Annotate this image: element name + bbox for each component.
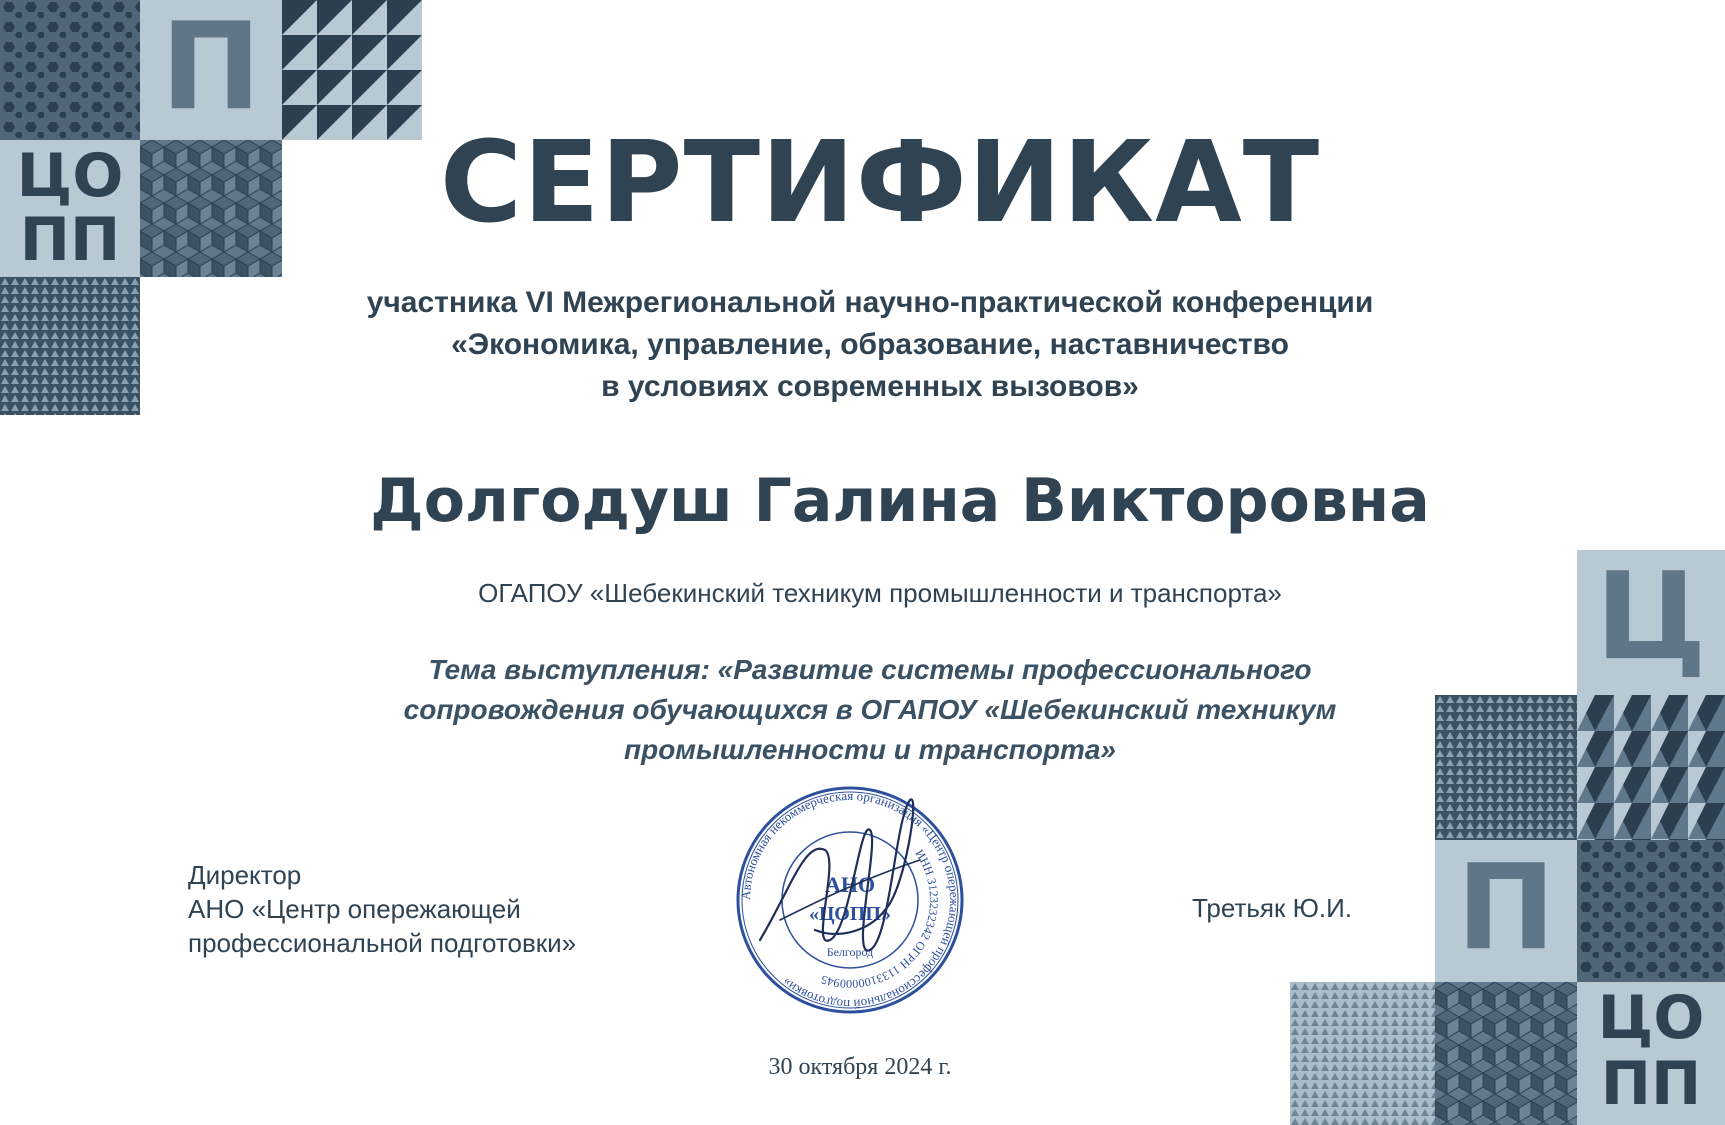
organization-stamp <box>720 780 980 1020</box>
decor-tile-letter-p-2 <box>1435 840 1577 982</box>
small-triangle-pattern-icon <box>0 277 140 415</box>
decor-tile-logo-2 <box>1577 982 1725 1125</box>
recipient-organization: ОГАПОУ «Шебекинский техникум промышленности и транспорта» <box>478 578 1282 608</box>
stamp-icon <box>720 780 980 1020</box>
cube-pattern-icon <box>1435 982 1577 1125</box>
director-block <box>188 858 576 960</box>
small-triangle-pattern-icon <box>1435 695 1577 840</box>
logo-letters-pp: ПП <box>19 205 121 275</box>
certificate-subtitle <box>300 282 1440 408</box>
decor-tile-hex-2 <box>1577 840 1725 982</box>
decor-tile-small-triangles-3 <box>1290 982 1435 1125</box>
decor-tile-cubes <box>140 140 282 277</box>
logo-letters-pp: ПП <box>1600 1049 1702 1119</box>
director-line: Директор <box>188 860 302 890</box>
triangle-pattern-icon <box>1577 695 1725 840</box>
certificate-title: СЕРТИФИКАТ <box>439 118 1321 248</box>
logo-letter-p: П <box>1456 840 1556 976</box>
subtitle-line: в условиях современных вызовов» <box>601 370 1139 403</box>
decor-tile-logo <box>0 140 140 277</box>
presentation-topic <box>330 650 1410 770</box>
decor-tile-letter-ts <box>1577 550 1725 695</box>
stamp-outer-text: Автономная некоммерческая организация «Центр опережающей профессиональной подготовки» <box>737 787 963 1013</box>
logo-letter-p: П <box>160 0 262 137</box>
decor-tile-small-triangles <box>0 277 140 415</box>
logo-letter-ts: Ц <box>1595 550 1707 687</box>
topic-line: промышленности и транспорта» <box>623 734 1117 765</box>
topic-line: сопровождения обучающихся в ОГАПОУ «Шебекинский техникум <box>403 694 1337 725</box>
triangle-pattern-icon <box>282 0 422 140</box>
stamp-city: Белгород <box>826 945 874 959</box>
director-line: АНО «Центр опережающей <box>188 894 521 924</box>
recipient-name: Долгодуш Галина Викторовна <box>370 466 1430 536</box>
hex-pattern-icon <box>0 0 140 140</box>
stamp-center-line-2: «ЦОПП» <box>809 903 891 925</box>
logo-letters-co: ЦО <box>16 141 124 211</box>
decor-tile-cubes-2 <box>1435 982 1577 1125</box>
issue-date: 30 октября 2024 г. <box>768 1054 952 1080</box>
logo-letters-co: ЦО <box>1597 983 1705 1053</box>
director-line: профессиональной подготовки» <box>188 928 577 958</box>
hex-pattern-icon <box>1577 840 1725 982</box>
subtitle-line: участника VI Межрегиональной научно-практической конференции <box>366 286 1374 319</box>
stamp-reg-text: ИНН 3123232342 ОГРН 1133100000945 <box>819 846 942 992</box>
cube-pattern-icon <box>140 140 282 277</box>
decor-tile-small-triangles-2 <box>1435 695 1577 840</box>
subtitle-line: «Экономика, управление, образование, наставничество <box>451 328 1289 361</box>
signer-name: Третьяк Ю.И. <box>1192 893 1353 923</box>
decor-tile-triangles-2 <box>1577 695 1725 840</box>
stamp-center-line-1: АНО <box>824 872 876 897</box>
small-triangle-pattern-icon <box>1290 982 1435 1125</box>
decor-tile-letter-p <box>140 0 282 140</box>
decor-tile-hex <box>0 0 140 140</box>
decor-tile-triangles <box>282 0 422 140</box>
topic-line: Тема выступления: «Развитие системы профессионального <box>428 654 1312 685</box>
